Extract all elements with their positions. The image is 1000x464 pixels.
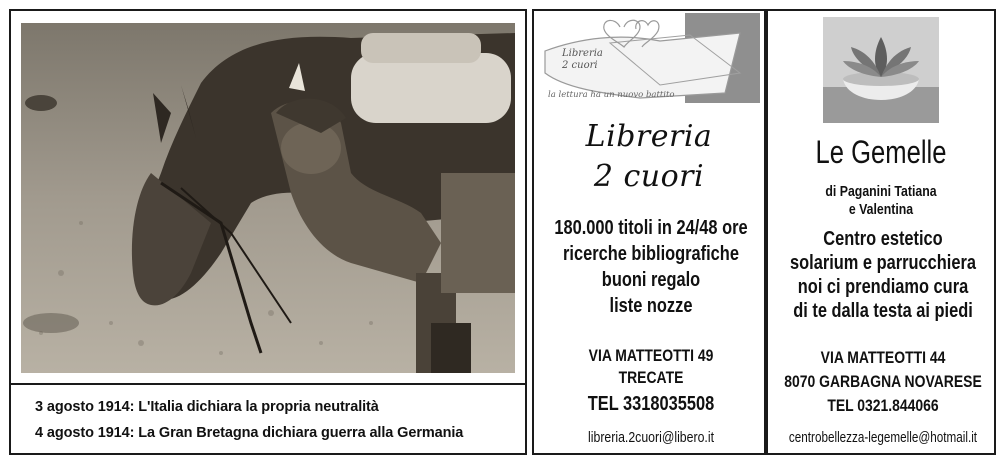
gemelle-city: 8070 GARBAGNA NOVARESE (784, 372, 982, 391)
libreria-ad-panel (532, 9, 766, 455)
logo-name-line1: Libreria (562, 48, 603, 59)
gemelle-feature: Centro estetico (823, 228, 943, 250)
gemelle-street: VIA MATTEOTTI 44 (820, 348, 946, 367)
gemelle-feature: noi ci prendiamo cura (797, 276, 969, 298)
libreria-title-line1: Libreria (585, 119, 713, 154)
gemelle-feature: di te dalla testa ai piedi (793, 300, 973, 322)
gemelle-owner-line2: e Valentina (848, 201, 914, 218)
libreria-feature: ricerche bibliografiche (563, 243, 739, 265)
libreria-logo (540, 13, 760, 103)
soldier-mule-photo (21, 23, 515, 373)
libreria-feature: buoni regalo (601, 269, 701, 291)
logo-name-line2: 2 cuori (562, 60, 598, 71)
libreria-feature: liste nozze (609, 295, 693, 317)
gemelle-ad-panel (766, 9, 996, 455)
logo-tagline: la lettura ha un nuovo battito (548, 90, 675, 100)
libreria-email: libreria.2cuori@libero.it (588, 429, 714, 446)
gemelle-owner-line1: di Paganini Tatiana (825, 183, 937, 200)
libreria-title-line2: 2 cuori (593, 159, 705, 194)
caption-britain-war: 4 agosto 1914: La Gran Bretagna dichiara guerra alla Germania (35, 425, 464, 441)
libreria-phone: TEL 3318035508 (587, 393, 715, 415)
libreria-street: VIA MATTEOTTI 49 (588, 346, 714, 365)
gemelle-phone: TEL 0321.844066 (827, 396, 939, 415)
caption-divider (11, 383, 525, 385)
libreria-feature: 180.000 titoli in 24/48 ore (554, 217, 748, 239)
gemelle-feature: solarium e parrucchiera (790, 252, 976, 274)
libreria-city: TRECATE (618, 368, 684, 387)
lotus-bowl-photo (823, 17, 939, 123)
historic-photo-panel (9, 9, 527, 455)
gemelle-email: centrobellezza-legemelle@hotmail.it (788, 429, 978, 446)
gemelle-title: Le Gemelle (815, 134, 947, 170)
caption-italy-neutrality: 3 agosto 1914: L'Italia dichiara la propria neutralità (35, 399, 379, 415)
